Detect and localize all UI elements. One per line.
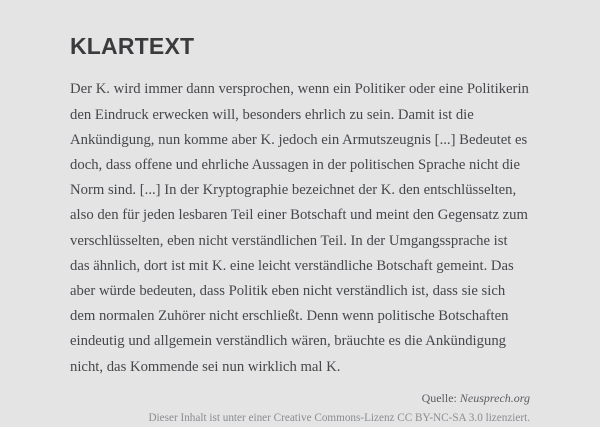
source-attribution: [70, 389, 530, 407]
source-name: Neusprech.org: [459, 390, 530, 405]
source-label: Quelle:: [421, 390, 457, 405]
license-notice: Dieser Inhalt ist unter einer Creative Commons-Lizenz CC BY-NC-SA 3.0 lizenziert.: [148, 411, 530, 424]
article-body-text: Der K. wird immer dann versprochen, wenn ein Politiker oder eine Politikerin den Eindruck erwecken will, besonders ehrlich zu sein. Damit ist die Ankündigung, nun komme aber K. jedoch ein Armutszeugnis [...] Bedeutet es doch, dass offene und ehrliche Aussagen in der politischen Sprache nicht die Norm sind. [...] In der Kryptographie bezeichnet der K. den entschlüsselten, also den für jeden lesbaren Teil einer Botschaft und meint den Gegensatz zum verschlüsselten, eben nicht verständlichen Teil. In der Umgangssprache ist das ähnlich, dort ist mit K. eine leicht verständliche Botschaft gemeint. Das aber würde bedeuten, dass Politik eben nicht verständlich ist, dass sie sich dem normalen Zuhörer nicht erschließt. Denn wenn politische Botschaften eindeutig und allgemein verständlich wären, bräuchte es die Ankündigung nicht, das Kommende sei nun wirklich mal K.: [70, 81, 529, 375]
page-title: KLARTEXT: [70, 33, 195, 59]
article-container: [70, 34, 530, 427]
article-footer: [70, 389, 530, 427]
